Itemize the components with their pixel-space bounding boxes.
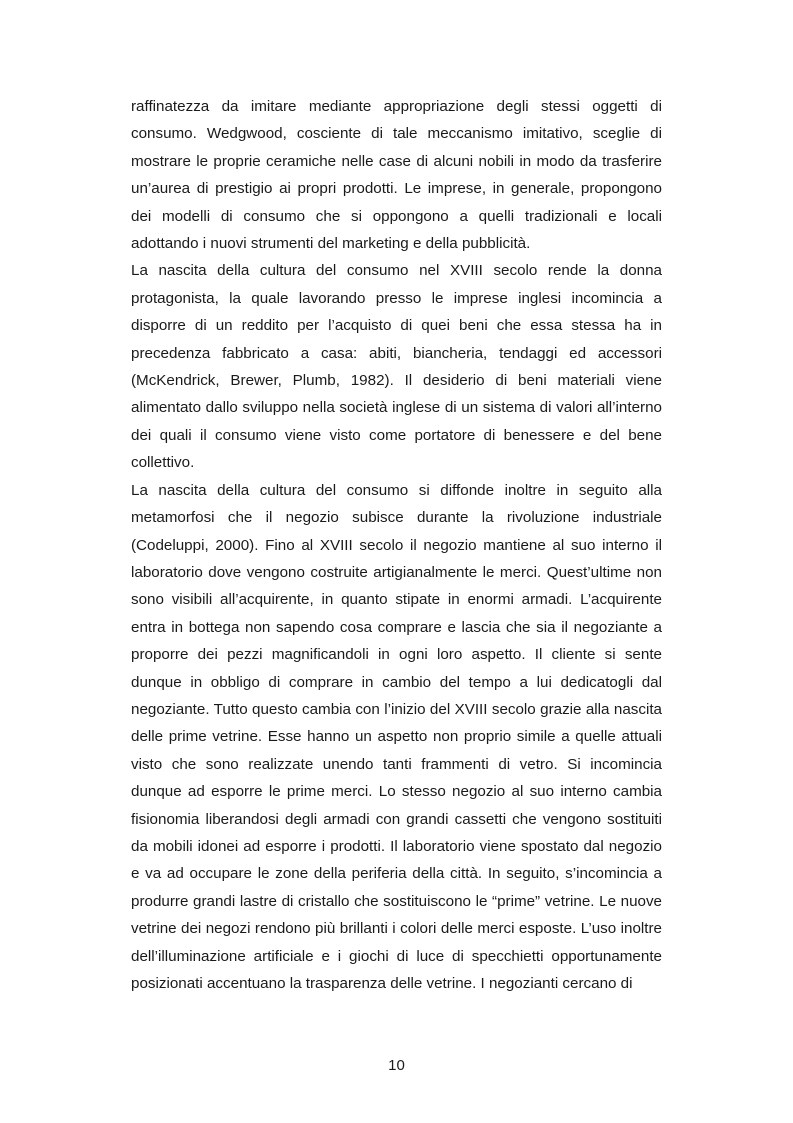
paragraph-2: La nascita della cultura del consumo nel XVIII secolo rende la donna protagonista, la quale lavorando presso le imprese inglesi incomincia a disporre di un reddito per l’acquisto di quei beni che essa stessa ha in precedenza fabbricato a casa: abiti, biancheria, tendaggi ed accessori (McKendrick, Brewer, Plumb, 1982). Il desiderio di beni materiali viene alimentato dallo sviluppo nella società inglese di un sistema di valori all’interno dei quali il consumo viene visto come portatore di benessere e del bene collettivo. <box>131 262 662 472</box>
paragraph-3: La nascita della cultura del consumo si diffonde inoltre in seguito alla metamorfosi che il negozio subisce durante la rivoluzione industriale (Codeluppi, 2000). Fino al XVIII secolo il negozio mantiene al suo interno il laboratorio dove vengono costruite artigianalmente le merci. Quest’ultime non sono visibili all’acquirente, in quanto stipate in enormi armadi. L’acquirente entra in bottega non sapendo cosa comprare e lascia che sia il negoziante a proporre dei pezzi magnificandoli in ogni loro aspetto. Il cliente si sente dunque in obbligo di comprare in cambio del tempo a lui dedicatogli dal negoziante. Tutto questo cambia con l’inizio del XVIII secolo grazie alla nascita delle prime vetrine. Esse hanno un aspetto non proprio simile a quelle attuali visto che sono realizzate unendo tanti frammenti di vetro. Si incomincia dunque ad esporre le prime merci. Lo stesso negozio al suo interno cambia fisionomia liberandosi degli armadi con grandi cassetti che vengono sostituiti da mobili idonei ad esporre i prodotti. Il laboratorio viene spostato dal negozio e va ad occupare le zone della periferia della città. In seguito, s’incomincia a produrre grandi lastre di cristallo che sostituiscono le “prime” vetrine. Le nuove vetrine dei negozi rendono più brillanti i colori delle merci esposte. L’uso inoltre dell’illuminazione artificiale e i giochi di luce di specchietti opportunamente posizionati accentuano la trasparenza delle vetrine. I negozianti cercano di <box>131 481 662 992</box>
paragraph-1: raffinatezza da imitare mediante appropriazione degli stessi oggetti di consumo. Wedgwood, cosciente di tale meccanismo imitativo, sceglie di mostrare le proprie ceramiche nelle case di alcuni nobili in modo da trasferire un’aurea di prestigio ai propri prodotti. Le imprese, in generale, propongono dei modelli di consumo che si oppongono a quelli tradizionali e locali adottando i nuovi strumenti del marketing e della pubblicità. <box>131 98 662 253</box>
page-number: 10 <box>388 1057 405 1074</box>
body-text <box>131 93 662 997</box>
